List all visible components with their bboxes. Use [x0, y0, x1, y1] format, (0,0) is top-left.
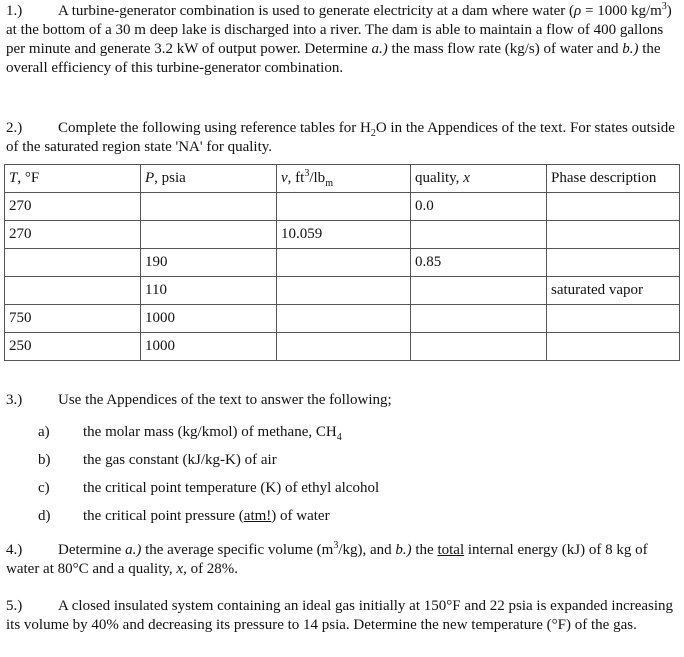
header-phase: Phase description: [547, 165, 680, 193]
table-cell: 190: [141, 249, 277, 277]
problem-1: [6, 2, 678, 78]
table-cell: 250: [5, 333, 141, 361]
table-cell: [411, 333, 547, 361]
problem-3-intro: Use the Appendices of the text to answer the following;: [58, 392, 392, 408]
problem-1-number: 1.): [6, 3, 23, 19]
problem-1-text: A turbine-generator combination is used to generate electricity at a dam where water (ρ = 1000 $kg/m^3$) at the bottom of a 30 m deep lake is discharged into a river. The dam is able to maintain a flow of 400 gallons per minute and generate 3.2 kW of output power. Determine a.) the mass flow rate (kg/s) of water and b.) the overall efficiency of this turbine-generator combination.: [6, 1, 672, 76]
problem-4-number: 4.): [6, 542, 23, 558]
table-row: [5, 193, 680, 221]
table-header-row: [5, 165, 680, 193]
problem-4-text: Determine a.) the average specific volume $(m^3/kg)$, and b.) the total internal energy (kJ) of 8 kg of water at 80°C and a quality, x, of 28%.: [6, 540, 648, 577]
table-cell: 270: [5, 193, 141, 221]
problem-5-number: 5.): [6, 598, 23, 614]
item-text: the molar mass (kg/kmol) of methane, $CH_4$: [83, 424, 342, 443]
item-label: a): [38, 424, 50, 440]
table-cell: [547, 193, 680, 221]
table-cell: 750: [5, 305, 141, 333]
item-label: b): [38, 452, 51, 468]
problem-5: [6, 597, 678, 635]
table-row: [5, 305, 680, 333]
table-cell: 10.059: [277, 221, 411, 249]
table-cell: [5, 249, 141, 277]
problem-4: [6, 541, 678, 579]
table-cell: 110: [141, 277, 277, 305]
table-cell: [277, 193, 411, 221]
table-cell: [411, 305, 547, 333]
table-row: [5, 249, 680, 277]
table-cell: 0.85: [411, 249, 547, 277]
table-row: [5, 221, 680, 249]
table-cell: [277, 305, 411, 333]
table-cell: [5, 277, 141, 305]
table-cell: 1000: [141, 305, 277, 333]
item-text: the gas constant (kJ/kg-K) of air: [83, 452, 277, 468]
table-cell: [277, 249, 411, 277]
table-row: [5, 277, 680, 305]
table-cell: 270: [5, 221, 141, 249]
table-cell: [411, 277, 547, 305]
header-quality: quality, x: [411, 165, 547, 193]
item-label: c): [38, 480, 50, 496]
header-specific-volume: v, $ft^3/lb_m$: [277, 165, 411, 193]
header-pressure: P, psia: [141, 165, 277, 193]
table-cell: [277, 277, 411, 305]
table-cell: [141, 193, 277, 221]
item-text: the critical point pressure (atm!) of water: [83, 508, 330, 524]
table-cell: [141, 221, 277, 249]
table-cell: [547, 249, 680, 277]
item-text: the critical point temperature (K) of ethyl alcohol: [83, 480, 380, 496]
table-cell: saturated vapor: [547, 277, 680, 305]
table-cell: 0.0: [411, 193, 547, 221]
problem-2-text: Complete the following using reference tables for $H_2O$ in the Appendices of the text. For states outside of the saturated region state 'NA' for quality.: [6, 120, 675, 155]
table-cell: [277, 333, 411, 361]
problem-3: [6, 391, 678, 410]
table-cell: [547, 305, 680, 333]
problem-2-number: 2.): [6, 120, 23, 136]
problem-5-text: A closed insulated system containing an ideal gas initially at 150°F and 22 psia is expanded increasing its volume by 40% and decreasing its pressure to 14 psia. Determine the new temperature (°F) of the gas.: [6, 598, 674, 633]
header-temperature: T, °F: [5, 165, 141, 193]
item-label: d): [38, 508, 51, 524]
table-cell: 1000: [141, 333, 277, 361]
table-row: [5, 333, 680, 361]
problem-2: [6, 119, 678, 157]
problem-3-number: 3.): [6, 392, 23, 408]
table-cell: [547, 221, 680, 249]
table-cell: [547, 333, 680, 361]
table-cell: [411, 221, 547, 249]
steam-table: [4, 164, 680, 361]
